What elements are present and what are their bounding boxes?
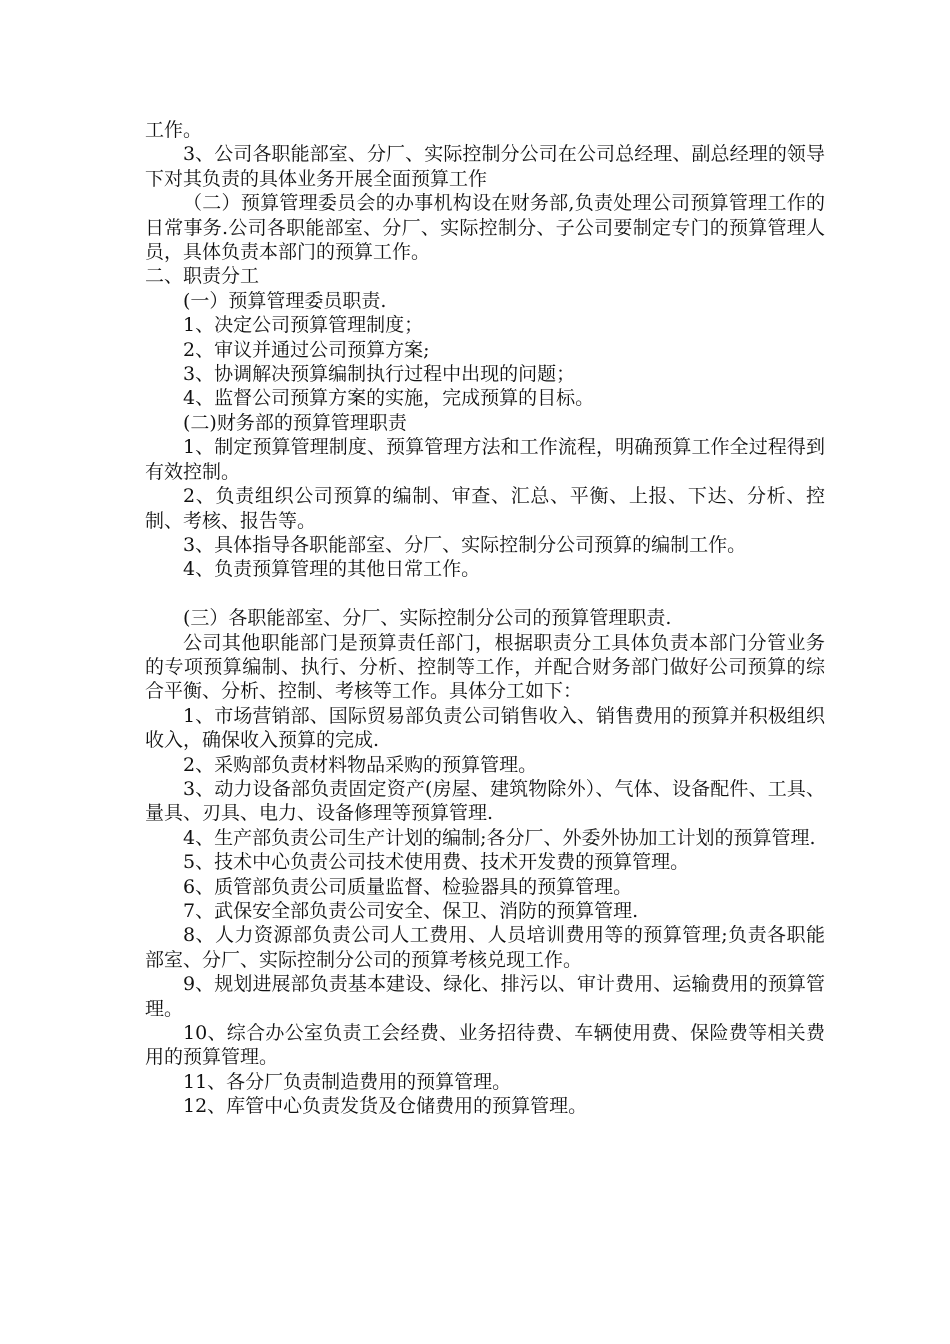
paragraph-4: (一）预算管理委员职责. xyxy=(183,289,387,312)
paragraph-12: 3、具体指导各职能部室、分厂、实际控制分公司预算的编制工作。 xyxy=(183,533,747,556)
paragraph-0: 工作。 xyxy=(145,119,203,141)
paragraph-22: 6、质管部负责公司质量监督、检验器具的预算管理。 xyxy=(183,875,633,898)
paragraph-2: （二）预算管理委员会的办事机构设在财务部,负责处理公司预算管理工作的日常事务.公司各职能部室、分厂、实际控制分、子公司要制定专门的预算管理人员，具体负责本部门的预算工作。 xyxy=(145,192,825,264)
paragraph-10: 1、制定预算管理制度、预算管理方法和工作流程，明确预算工作全过程得到有效控制。 xyxy=(145,436,825,483)
paragraph-21: 5、技术中心负责公司技术使用费、技术开发费的预算管理。 xyxy=(183,851,690,874)
paragraph-16: 公司其他职能部门是预算责任部门，根据职责分工具体负责本部门分管业务的专项预算编制、执行、分析、控制等工作，并配合财务部门做好公司预算的综合平衡、分析、控制、考核等工作。具体分工如下： xyxy=(145,631,825,703)
paragraph-27: 11、各分厂负责制造费用的预算管理。 xyxy=(183,1070,512,1093)
paragraph-20: 4、生产部负责公司生产计划的编制;各分厂、外委外协加工计划的预算管理. xyxy=(183,826,816,849)
paragraph-5: 1、决定公司预算管理制度； xyxy=(183,314,424,337)
paragraph-17: 1、市场营销部、国际贸易部负责公司销售收入、销售费用的预算并积极组织收入，确保收入预算的完成. xyxy=(145,704,825,752)
paragraph-15: (三）各职能部室、分厂、实际控制分公司的预算管理职责. xyxy=(183,607,672,630)
paragraph-23: 7、武保安全部负责公司安全、保卫、消防的预算管理. xyxy=(183,899,639,922)
paragraph-7: 3、协调解决预算编制执行过程中出现的问题； xyxy=(183,363,576,386)
document-page xyxy=(145,118,825,1119)
paragraph-18: 2、采购部负责材料物品采购的预算管理。 xyxy=(183,753,538,776)
paragraph-19: 3、动力设备部负责固定资产(房屋、建筑物除外）、气体、设备配件、工具、量具、刃具、电力、设备修理等预算管理. xyxy=(145,777,825,825)
paragraph-11: 2、负责组织公司预算的编制、审查、汇总、平衡、上报、下达、分析、控制、考核、报告等。 xyxy=(145,485,825,532)
paragraph-6: 2、审议并通过公司预算方案; xyxy=(183,338,430,361)
paragraph-13: 4、负责预算管理的其他日常工作。 xyxy=(183,558,481,581)
paragraph-8: 4、监督公司预算方案的实施，完成预算的目标。 xyxy=(183,387,595,410)
paragraph-24: 8、人力资源部负责公司人工费用、人员培训费用等的预算管理;负责各职能部室、分厂、实际控制分公司的预算考核兑现工作。 xyxy=(145,924,825,971)
blank-line xyxy=(145,582,825,606)
paragraph-26: 10、综合办公室负责工会经费、业务招待费、车辆使用费、保险费等相关费用的预算管理。 xyxy=(145,1022,825,1069)
paragraph-9: (二)财务部的预算管理职责 xyxy=(183,411,407,434)
paragraph-25: 9、规划进展部负责基本建设、绿化、排污以、审计费用、运输费用的预算管理。 xyxy=(145,973,825,1020)
paragraph-28: 12、库管中心负责发货及仓储费用的预算管理。 xyxy=(183,1095,588,1118)
paragraph-1: 3、公司各职能部室、分厂、实际控制分公司在公司总经理、副总经理的领导下对其负责的具体业务开展全面预算工作 xyxy=(145,143,825,190)
section-heading-duties: 二、职责分工 xyxy=(145,265,260,288)
